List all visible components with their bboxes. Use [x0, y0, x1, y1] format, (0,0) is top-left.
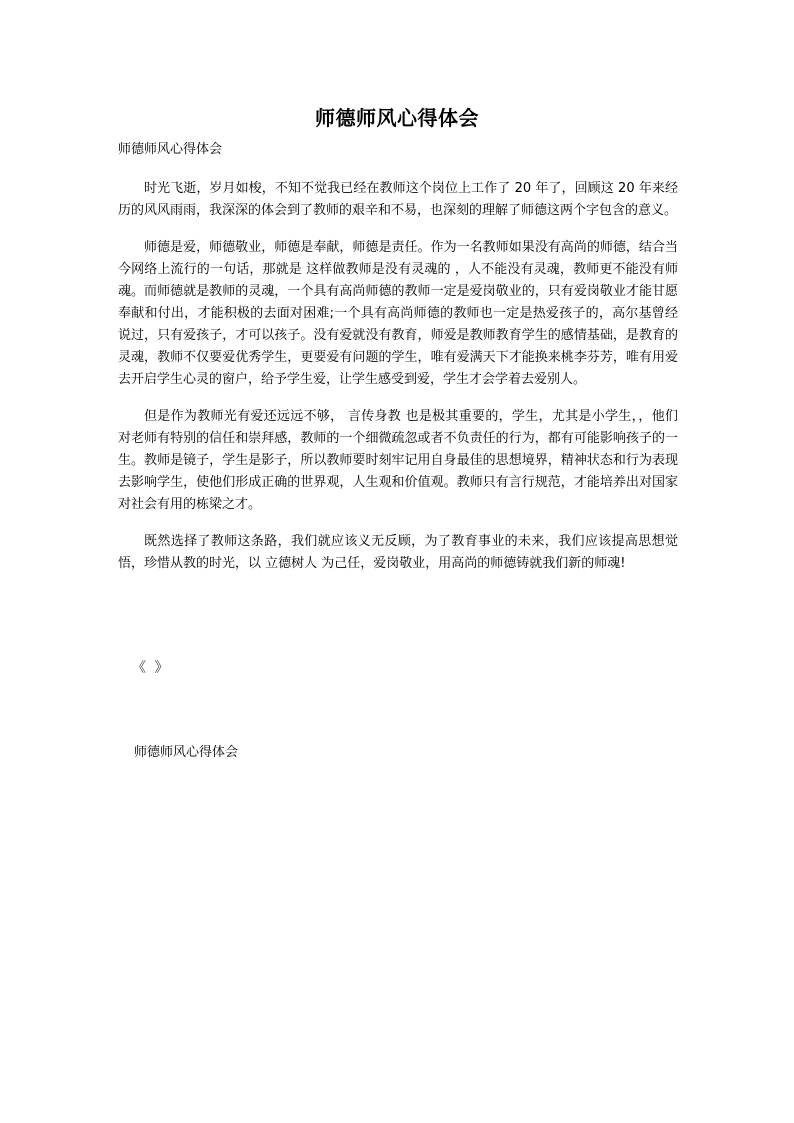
- nav-marks: 《 》: [132, 660, 171, 676]
- paragraph-2: 师德是爱，师德敬业，师德是奉献，师德是责任。作为一名教师如果没有高尚的师德，结合当今网络上流行的一句话，那就是 这样做教师是没有灵魂的 ，人不能没有灵魂，教师更不能没有师魂。而师德就是教师的灵魂，一个具有高尚师德的教师一定是爱岗敬业的，只有爱岗敬业才能甘愿奉献和付出，才能积极的去面对困难;一个具有高尚师德的教师也一定是热爱孩子的，高尔基曾经说过，只有爱孩子，才可以孩子。没有爱就没有教育，师爱是教师教育学生的感情基础，是教育的灵魂，教师不仅要爱优秀学生，更要爱有问题的学生，唯有爱满天下才能换来桃李芬芳，唯有用爱去开启学生心灵的窗户，给予学生爱，让学生感受到爱，学生才会学着去爱别人。: [118, 240, 678, 387]
- paragraph-3: 但是作为教师光有爱还远远不够， 言传身教 也是极其重要的，学生，尤其是小学生，，他们对老师有特别的信任和崇拜感，教师的一个细微疏忽或者不负责任的行为，都有可能影响孩子的一生。教师是镜子，学生是影子，所以教师要时刻牢记用自身最佳的思想境界，精神状态和行为表现去影响学生，使他们形成正确的世界观，人生观和价值观。教师只有言行规范，才能培养出对国家对社会有用的栋梁之才。: [118, 409, 678, 512]
- paragraph-4: 既然选择了教师这条路，我们就应该义无反顾，为了教育事业的未来，我们应该提高思想觉悟，珍惜从教的时光，以 立德树人 为己任，爱岗敬业，用高尚的师德铸就我们新的师魂!: [118, 534, 678, 571]
- footer-title: 师德师风心得体会: [134, 745, 239, 760]
- document-body: [118, 178, 678, 590]
- document-title: 师德师风心得体会: [315, 106, 479, 130]
- document-subtitle: 师德师风心得体会: [118, 142, 223, 157]
- paragraph-1: 时光飞逝，岁月如梭，不知不觉我已经在教师这个岗位上工作了 20 年了，回顾这 20 年来经历的风风雨雨，我深深的体会到了教师的艰辛和不易，也深刻的理解了师德这两个字包含的意义。: [118, 181, 678, 218]
